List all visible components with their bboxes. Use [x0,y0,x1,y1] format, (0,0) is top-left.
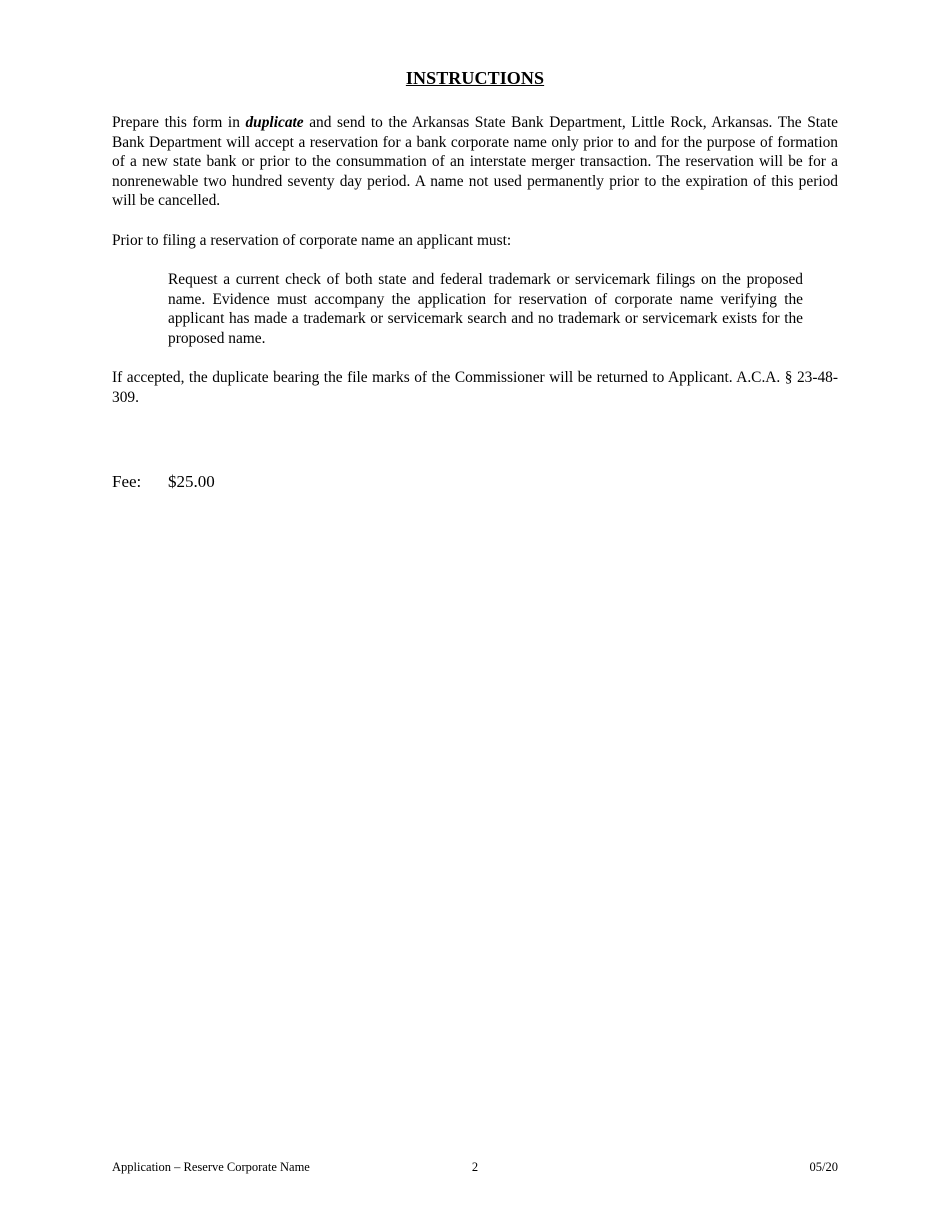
instructions-paragraph-filing [112,113,838,211]
instructions-paragraph-prior: Prior to filing a reservation of corporate name an applicant must: [112,232,512,249]
instructions-paragraph-requirement: Request a current check of both state and federal trademark or servicemark filings on the proposed name. Evidence must accompany the application for reservation of corporate name verifying the applicant has made a trademark or servicemark search and no trademark or servicemark exists for the proposed name. [168,271,803,347]
instructions-paragraph-acceptance: If accepted, the duplicate bearing the file marks of the Commissioner will be returned to Applicant. A.C.A. § 23-48-309. [112,369,838,406]
duplicate-emphasis: duplicate [245,114,304,131]
paragraph-text-after: and send to the Arkansas State Bank Department, Little Rock, Arkansas. The State Bank Department will accept a reservation for a bank corporate name only prior to and for the purpose of formation of a new state bank or prior to the consummation of an interstate merger transaction. The reservation will be for a nonrenewable two hundred seventy day period. A name not used permanently prior to the expiration of this period will be cancelled. [112,114,838,209]
fee-label: Fee: [112,472,142,491]
page-title: INSTRUCTIONS [405,68,545,88]
fee-amount: $25.00 [168,472,215,491]
paragraph-text-before: Prepare this form in [112,114,246,131]
fee-line [112,471,215,493]
footer-form-name: Application – Reserve Corporate Name [112,1160,310,1174]
footer-page-number: 2 [471,1160,479,1174]
footer-revision-date: 05/20 [809,1160,838,1174]
